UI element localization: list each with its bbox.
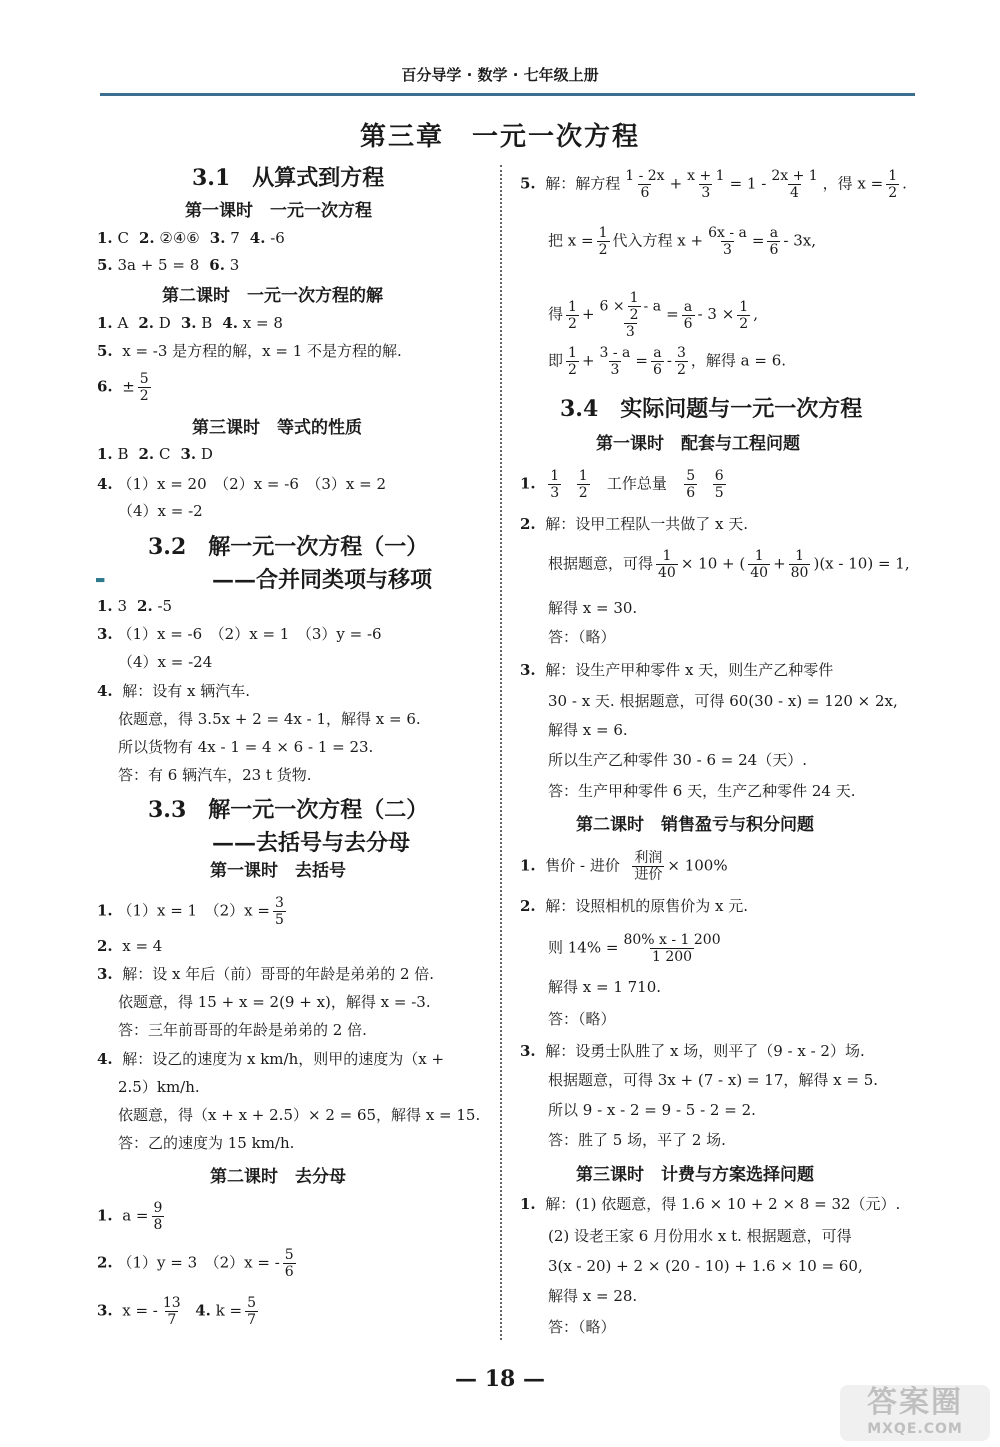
section-3-1-title: 3.1 从算式到方程 — [192, 165, 385, 191]
answer-row: 解得 x = 6. — [548, 721, 628, 739]
answer-row: 4. 解：设乙的速度为 x km/h，则甲的速度为（x + — [97, 1050, 445, 1068]
answer-row: 6. ± $\frac{5}{2}$ — [97, 371, 149, 404]
watermark-logo — [840, 1385, 990, 1441]
answer-row: 1. C 2. ②④⑥ 3. 7 4. -6 — [97, 229, 285, 247]
answer-row: 所以 9 - x - 2 = 9 - 5 - 2 = 2. — [548, 1101, 756, 1119]
answer-row: （4）x = -2 — [118, 502, 203, 520]
answer-row: 30 - x 天. 根据题意，可得 60(30 - x) = 120 × 2x, — [548, 692, 898, 710]
answer-row: 5. 解：解方程 $\frac{1 - 2x}{6}$ + $\frac{x + 1}{3}$ = 1 - $\frac{2x + 1}{4}$ ，得 x = $\frac{1}{2}$ . — [520, 168, 907, 201]
answer-row: 即 $\frac{1}{2}$ + $\frac{3 - a}{3}$ = $\frac{a}{6}$ - $\frac{3}{2}$ ，解得 a = 6. — [548, 345, 787, 378]
lesson-title: 第二课时 销售盈亏与积分问题 — [576, 815, 814, 835]
answer-row: 1. $\frac{1}{3}$ $\frac{1}{2}$ 工作总量 $\frac{5}{6}$ $\frac{6}{5}$ — [520, 468, 724, 501]
answer-row: 答：生产甲种零件 6 天，生产乙种零件 24 天. — [548, 782, 856, 800]
answer-row: 4. 解：设有 x 辆汽车. — [97, 682, 250, 700]
lesson-title: 第一课时 配套与工程问题 — [596, 434, 800, 454]
answer-row: 1. a = $\frac{9}{8}$ — [97, 1200, 163, 1233]
answer-row: 3(x - 20) + 2 × (20 - 10) + 1.6 × 10 = 60, — [548, 1257, 863, 1275]
answer-row: 1. 3 2. -5 — [97, 597, 173, 615]
watermark-url: MXQE.COM — [867, 1421, 963, 1437]
answer-row: 依题意，得 3.5x + 2 = 4x - 1，解得 x = 6. — [118, 710, 421, 728]
answer-row: 所以生产乙种零件 30 - 6 = 24（天）. — [548, 751, 807, 769]
answer-row: 根据题意，可得 3x + (7 - x) = 17，解得 x = 5. — [548, 1071, 879, 1089]
chapter-title: 第三章 一元一次方程 — [359, 122, 640, 152]
answer-row: （4）x = -24 — [118, 653, 213, 671]
section-3-3-title: 3.3 解一元一次方程（二） — [148, 797, 429, 823]
answer-row: 解得 x = 30. — [548, 599, 638, 617]
answer-row: 得 $\frac{1}{2}$ + 6 × $\frac{1}{2}$ - a 3 = $\frac{a}{6}$ - 3 × $\frac{1}{2}$ , — [548, 290, 758, 340]
answer-row: 3. 解：设勇士队胜了 x 场，则平了（9 - x - 2）场. — [520, 1042, 865, 1060]
answer-row: 答：三年前哥哥的年龄是弟弟的 2 倍. — [118, 1021, 367, 1039]
answer-row: 所以货物有 4x - 1 = 4 × 6 - 1 = 23. — [118, 738, 374, 756]
answer-row: 把 x = $\frac{1}{2}$ 代入方程 x + $\frac{6x - a}{3}$ = $\frac{a}{6}$ - 3x, — [548, 225, 816, 258]
answer-row: 1. B 2. C 3. D — [97, 445, 213, 463]
answer-row: 答：（略） — [548, 628, 616, 646]
answer-row: 根据题意，可得 $\frac{1}{40}$ × 10 + ( $\frac{1}{40}$ + $\frac{1}{80}$ )(x - 10) = 1, — [548, 548, 910, 581]
answer-row: 1. A 2. D 3. B 4. x = 8 — [97, 314, 283, 332]
lesson-title: 第三课时 等式的性质 — [192, 418, 362, 438]
answer-row: 4. （1）x = 20 （2）x = -6 （3）x = 2 — [97, 475, 387, 493]
section-3-3-subtitle: ——去括号与去分母 — [212, 830, 411, 856]
answer-row: 则 14% = $\frac{80\% x - 1 200}{1 200}$ — [548, 932, 721, 965]
answer-row: 1. 售价 - 进价 $\frac{\text{利润}}{\text{进价}}$ × 100% — [520, 850, 728, 883]
answer-row: 依题意，得 15 + x = 2(9 + x)，解得 x = -3. — [118, 993, 431, 1011]
answer-row: 答：胜了 5 场，平了 2 场. — [548, 1131, 726, 1149]
answer-row: 5. x = -3 是方程的解，x = 1 不是方程的解. — [97, 342, 402, 360]
header-rule — [100, 93, 915, 96]
answer-row: 答：有 6 辆汽车，23 t 货物. — [118, 766, 312, 784]
answer-row: 答：（略） — [548, 1010, 616, 1028]
page-number: — 18 — — [455, 1366, 545, 1392]
answer-row: 依题意，得（x + x + 2.5）× 2 = 65，解得 x = 15. — [118, 1106, 481, 1124]
section-3-2-subtitle: ——合并同类项与移项 — [212, 567, 433, 593]
margin-mark: ▬ — [95, 573, 106, 586]
lesson-title: 第二课时 去分母 — [210, 1167, 346, 1187]
page-header: 百分导学 · 数学 · 七年级上册 — [401, 66, 599, 84]
answer-row: 2. 解：设甲工程队一共做了 x 天. — [520, 515, 748, 533]
lesson-title: 第二课时 一元一次方程的解 — [162, 286, 383, 306]
section-3-2-title: 3.2 解一元一次方程（一） — [148, 534, 429, 560]
answer-row: 2. x = 4 — [97, 937, 163, 955]
column-divider — [500, 165, 502, 1340]
watermark-text: 答案圈 — [867, 1385, 963, 1420]
section-3-4-title: 3.4 实际问题与一元一次方程 — [560, 396, 863, 422]
answer-row: 解得 x = 28. — [548, 1287, 638, 1305]
lesson-title: 第一课时 去括号 — [210, 861, 346, 881]
answer-row: 解得 x = 1 710. — [548, 978, 662, 996]
answer-row: 1. 解：(1) 依题意，得 1.6 × 10 + 2 × 8 = 32（元）. — [520, 1195, 901, 1213]
answer-row: 3. x = - $\frac{13}{7}$ 4. k = $\frac{5}{7}$ — [97, 1295, 257, 1328]
answer-row: 5. 3a + 5 = 8 6. 3 — [97, 256, 240, 274]
answer-row: 3. 解：设生产甲种零件 x 天，则生产乙种零件 — [520, 661, 834, 679]
answer-row: 2.5）km/h. — [118, 1078, 200, 1096]
answer-row: (2) 设老王家 6 月份用水 x t. 根据题意，可得 — [548, 1227, 852, 1245]
lesson-title: 第三课时 计费与方案选择问题 — [576, 1165, 814, 1185]
answer-row: 答：（略） — [548, 1318, 616, 1336]
answer-row: 1. （1）x = 1 （2）x = $\frac{3}{5}$ — [97, 895, 284, 928]
answer-row: 3. （1）x = -6 （2）x = 1 （3）y = -6 — [97, 625, 382, 643]
answer-row: 答：乙的速度为 15 km/h. — [118, 1134, 295, 1152]
answer-row: 2. （1）y = 3 （2）x = - $\frac{5}{6}$ — [97, 1247, 294, 1280]
answer-row: 3. 解：设 x 年后（前）哥哥的年龄是弟弟的 2 倍. — [97, 965, 435, 983]
lesson-title: 第一课时 一元一次方程 — [185, 201, 372, 221]
answer-row: 2. 解：设照相机的原售价为 x 元. — [520, 897, 748, 915]
